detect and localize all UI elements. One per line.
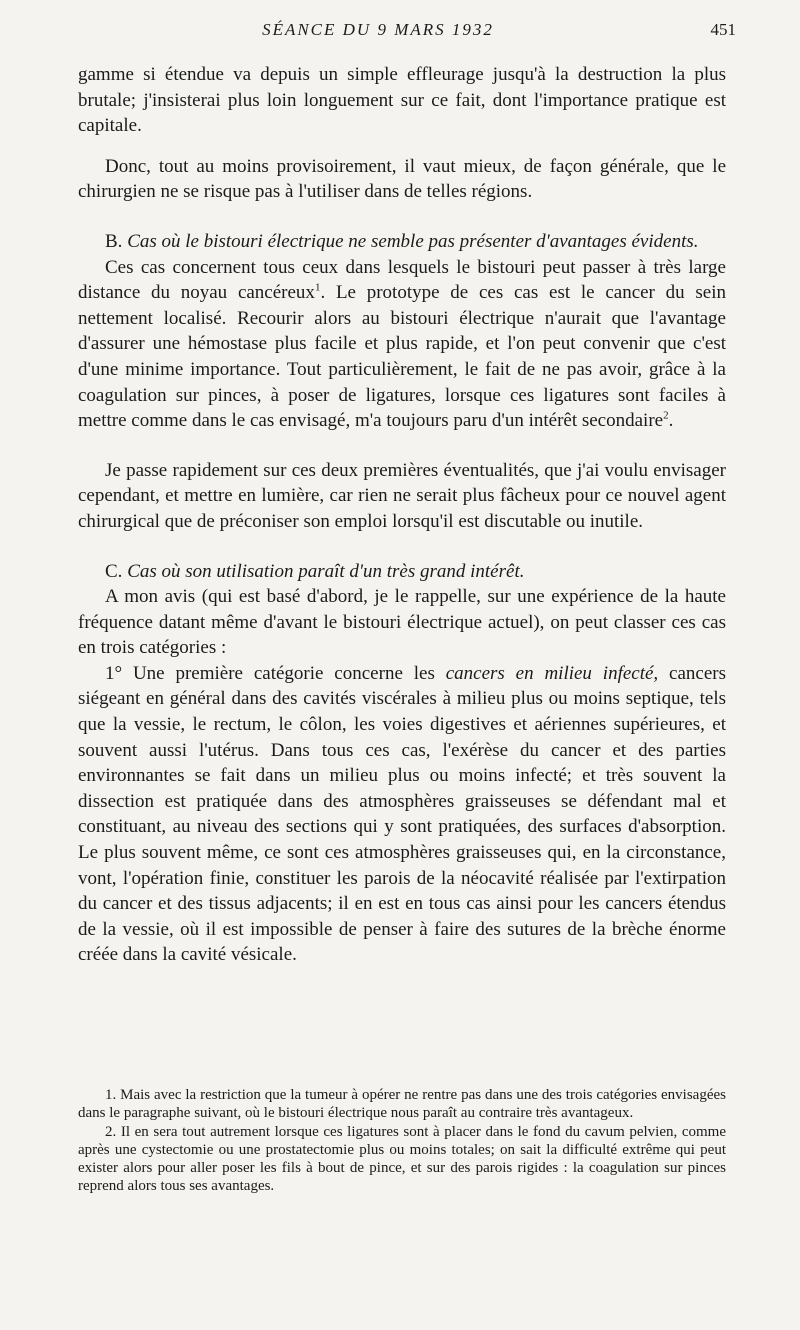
- paragraph-je-passe: Je passe rapidement sur ces deux premières éventualités, que j'ai voulu envisager cependant, et mettre en lumière, car rien ne serait plus fâcheux pour ce nouvel agent chirurgical que de préconiser son emploi lorsqu'il est discutable ou inutile.: [78, 459, 726, 532]
- paragraph-continuation: gamme si étendue va depuis un simple effleurage jusqu'à la destruction la plus brutale; j'insisterai plus loin longuement sur ce fait, dont l'importance pratique est capitale.: [78, 64, 726, 137]
- running-title: SÉANCE DU 9 MARS 1932: [262, 20, 494, 39]
- page-header: [78, 20, 736, 44]
- section-c-label: C.: [105, 560, 123, 582]
- page-number: 451: [710, 20, 736, 39]
- paragraph-section-b: [78, 255, 726, 434]
- text-run: Ces cas concernent tous ceux dans lesquels le bistouri peut passer à très large distance du noyau cancéreux: [78, 256, 726, 304]
- section-c-heading: [78, 559, 726, 585]
- section-b-label: B.: [105, 230, 123, 252]
- footnote-2: 2. Il en sera tout autrement lorsque ces ligatures sont à placer dans le fond du cavum pelvien, comme après une cystectomie ou une prostatectomie plus ou moins totales; on sait la difficulté extrême qui peut exister alors pour aller poser les fils à bout de pince, et sur des parois rigides : la coagulation sur pinces reprend alors tous ses avantages.: [78, 1123, 726, 1195]
- footnote-1: 1. Mais avec la restriction que la tumeur à opérer ne rentre pas dans une des trois catégories envisagées dans le paragraphe suivant, où le bistouri électrique nous paraît au contraire très avantageux.: [78, 1087, 726, 1122]
- section-c-title: Cas où son utilisation paraît d'un très grand intérêt.: [127, 560, 525, 582]
- text-run: cancers siégeant en général dans des cavités viscérales à milieu plus ou moins septique, tels que la vessie, le rectum, le côlon, les voies digestives et aériennes supérieures, et souvent aussi l'utérus. Dans tous ces cas, l'exérèse du cancer et des parties environnantes se fait dans un milieu plus ou moins infecté; et très souvent la dissection est pratiquée dans des atmosphères graisseuses se défendant mal et constituant, au niveau des sections qui y sont pratiquées, des surfaces d'absorption. Le plus souvent même, ce sont ces atmosphères graisseuses qui, en la circonstance, vont, l'opération finie, constituer les parois de la néocavité réalisée par l'extirpation du cancer et des tissus adjacents; il en est en tous cas ainsi pour les cancers étendus de la vessie, où il est impossible de penser à faire des sutures de la brèche énorme créée dans la cavité vésicale.: [78, 662, 727, 966]
- section-b-title: Cas où le bistouri électrique ne semble pas présenter d'avantages évidents.: [127, 230, 699, 252]
- body-text: [78, 62, 726, 968]
- text-run: . Le prototype de ces cas est le cancer du sein nettement localisé. Recourir alors au bistouri électrique n'aurait que l'avantage d'assurer une hémostase plus facile et plus rapide, et l'on peut convenir que c'est d'une minime importance. Tout particulièrement, le fait de ne pas avoir, grâce à la coagulation sur pinces, à poser de ligatures, lorsque ces ligatures sont faciles à mettre comme dans le cas envisagé, m'a toujours paru d'un intérêt secondaire: [78, 282, 726, 432]
- paragraph-avis: A mon avis (qui est basé d'abord, je le rappelle, sur une expérience de la haute fréquence datant même d'avant le bistouri électrique actuel), on peut classer ces cas en trois catégories :: [78, 586, 726, 659]
- text-run: 1° Une première catégorie concerne les: [105, 662, 435, 684]
- footnote-ref-1[interactable]: 1: [314, 281, 321, 294]
- text-run: .: [668, 410, 674, 432]
- footnotes: [78, 1086, 726, 1196]
- paragraph-categorie-1: [78, 661, 726, 968]
- paragraph-donc: Donc, tout au moins provisoirement, il vaut mieux, de façon générale, que le chirurgien ne se risque pas à l'utiliser dans de telles régions.: [78, 155, 726, 203]
- section-b-heading: [78, 229, 726, 255]
- footnote-ref-2[interactable]: 2: [663, 409, 669, 422]
- emphasis-cancers-milieu-infecte: cancers en milieu infecté,: [445, 662, 659, 684]
